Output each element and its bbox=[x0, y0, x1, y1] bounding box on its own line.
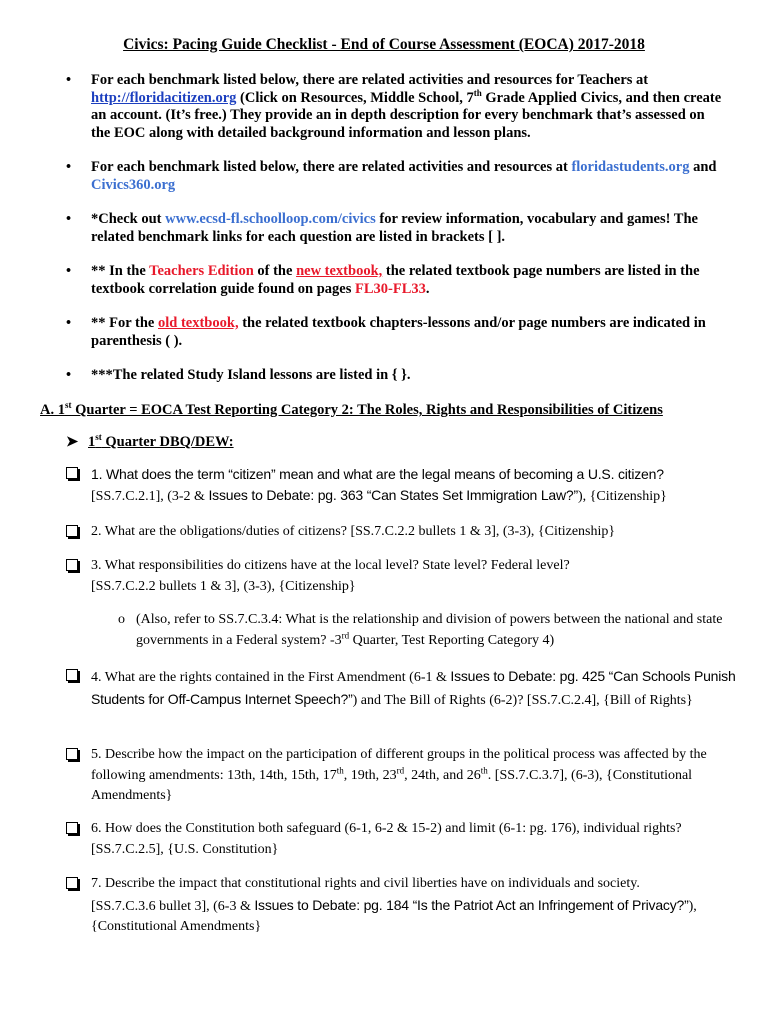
bullet-dot-icon: • bbox=[66, 263, 72, 279]
bullet-new-textbook: • ** In the Teachers Edition of the new textbook, the related textbook page numbers are listed in the textbook correlation guide found on pages FL30-FL33. bbox=[66, 263, 700, 297]
checklist-item-5: 5. Describe how the impact on the participation of different groups in the political process was affected by the following amendments: 13th, 14th, 15th, 17th, 19th, 23rd, 24th, and 26th. [SS.7.C.3.7], (6-3), {Constitutional Amendments} bbox=[66, 745, 736, 807]
bullet-schoolloop: • *Check out www.ecsd-fl.schoolloop.com/civics for review information, vocabulary and games! The related benchmark links for each question are listed in brackets [ ]. bbox=[66, 211, 698, 245]
bullet-dot-icon: • bbox=[66, 315, 72, 331]
checklist-item-1: 1. What does the term “citizen” mean and what are the legal means of becoming a U.S. citizen? [SS.7.C.2.1], (3-2 & Issues to Debate: pg. 363 “Can States Set Immigration Law?”), {Citizenship} bbox=[66, 464, 736, 507]
checkbox-icon[interactable] bbox=[66, 748, 78, 760]
floridastudents-link[interactable]: floridastudents.org bbox=[571, 159, 690, 175]
checkbox-icon[interactable] bbox=[66, 669, 78, 681]
schoolloop-link[interactable]: www.ecsd-fl.schoolloop.com/civics bbox=[165, 211, 376, 227]
checkbox-icon[interactable] bbox=[66, 525, 78, 537]
sub-bullet-note: o (Also, refer to SS.7.C.3.4: What is the relationship and division of powers between the national and state governments in a Federal system? -3rd Quarter, Test Reporting Category 4) bbox=[118, 612, 723, 648]
checklist-item-2: 2. What are the obligations/duties of citizens? [SS.7.C.2.2 bullets 1 & 3], (3-3), {Citizenship} bbox=[66, 522, 736, 543]
dbq-heading: ➤ 1st Quarter DBQ/DEW: bbox=[66, 432, 234, 450]
checklist-item-7: 7. Describe the impact that constitutional rights and civil liberties have on individuals and society. [SS.7.C.3.6 bullet 3], (6-3 & Issues to Debate: pg. 184 “Is the Patriot Act an Infringement of Privacy?”), {Constitutional Amendments} bbox=[66, 874, 736, 938]
checkbox-icon[interactable] bbox=[66, 822, 78, 834]
bullet-dot-icon: • bbox=[66, 72, 72, 88]
bullet-study-island: • ***The related Study Island lessons are listed in { }. bbox=[66, 367, 411, 383]
checkbox-icon[interactable] bbox=[66, 467, 78, 479]
civics360-link[interactable]: Civics360.org bbox=[91, 176, 176, 193]
checkbox-icon[interactable] bbox=[66, 559, 78, 571]
page-title: Civics: Pacing Guide Checklist - End of Course Assessment (EOCA) 2017-2018 bbox=[123, 36, 645, 53]
section-a-heading: A. 1st Quarter = EOCA Test Reporting Category 2: The Roles, Rights and Responsibilities of Citizens bbox=[40, 400, 663, 418]
sub-bullet-icon: o bbox=[118, 612, 125, 627]
arrow-bullet-icon: ➤ bbox=[66, 434, 79, 450]
intro-bullet-list bbox=[66, 72, 726, 402]
bullet-floridacitizen: • For each benchmark listed below, there are related activities and resources for Teachers at http://floridacitizen.org (Click on Resources, Middle School, 7th Grade Applied Civics, and then create an account. (It’s free.) They provide an in depth description for every benchmark that’s assessed on the EOC along with detailed background information and lesson plans. bbox=[66, 72, 722, 141]
checkbox-icon[interactable] bbox=[66, 877, 78, 889]
checklist-item-6: 6. How does the Constitution both safeguard (6-1, 6-2 & 15-2) and limit (6-1: pg. 176), individual rights? [SS.7.C.2.5], {U.S. Constitution} bbox=[66, 819, 736, 860]
checklist-item-3: 3. What responsibilities do citizens have at the local level? State level? Federal level? [SS.7.C.2.2 bullets 1 & 3], (3-3), {Citizenship} bbox=[66, 556, 736, 597]
bullet-dot-icon: • bbox=[66, 159, 72, 175]
checklist-item-4: 4. What are the rights contained in the First Amendment (6-1 & Issues to Debate: pg. 425 “Can Schools Punish Students for Off-Campus Internet Speech?”) and The Bill of Rights (6-2)? [SS.7.C.2.4], {Bill of Rights} bbox=[66, 666, 736, 711]
bullet-floridastudents: • For each benchmark listed below, there are related activities and resources at floridastudents.org and Civics360.org bbox=[66, 159, 717, 193]
bullet-old-textbook: • ** For the old textbook, the related textbook chapters-lessons and/or page numbers are indicated in parenthesis ( ). bbox=[66, 315, 706, 349]
bullet-dot-icon: • bbox=[66, 367, 72, 383]
floridacitizen-link[interactable]: http://floridacitizen.org bbox=[91, 89, 237, 106]
bullet-dot-icon: • bbox=[66, 211, 72, 227]
